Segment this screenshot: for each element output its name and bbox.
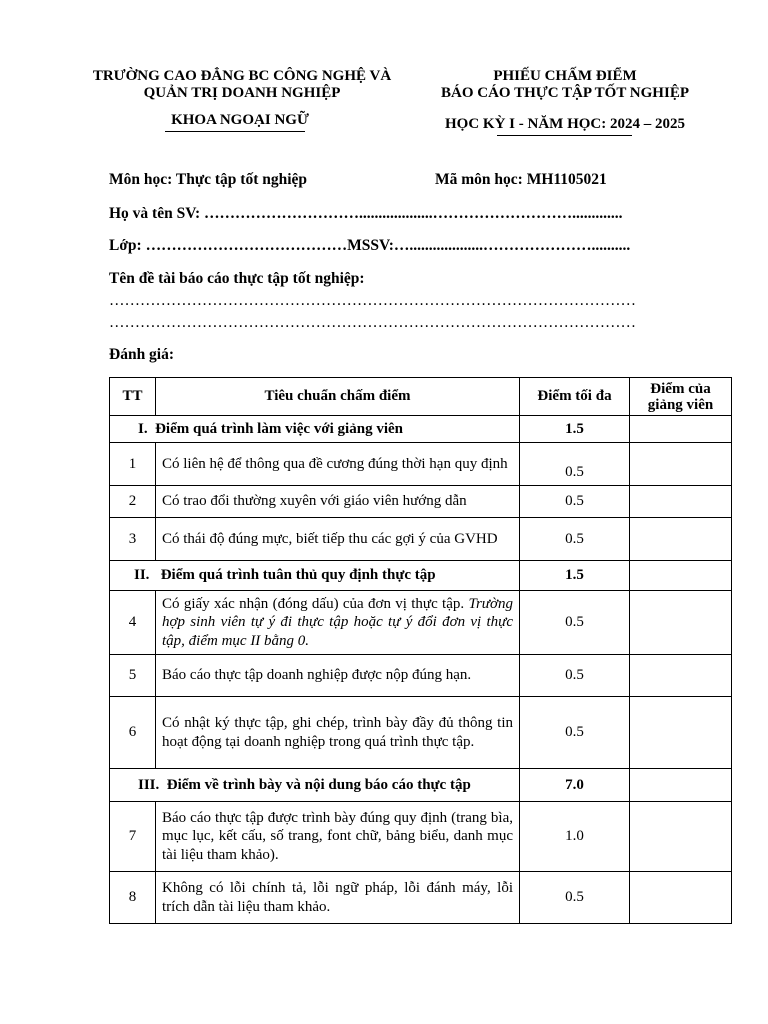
row-4-max: 0.5: [520, 591, 630, 655]
row-6-max: 0.5: [520, 697, 630, 769]
row-7-tt: 7: [110, 802, 156, 872]
row-7-score[interactable]: [630, 802, 732, 872]
row-2-text: Có trao đổi thường xuyên với giáo viên hướng dẫn: [156, 486, 520, 518]
topic-line-2[interactable]: …………………………………………………………………………………………: [109, 314, 636, 331]
row-5-max: 0.5: [520, 655, 630, 697]
school-name-line2: QUẢN TRỊ DOANH NGHIỆP: [143, 85, 341, 101]
row-8-score[interactable]: [630, 872, 732, 924]
row-8-text: Không có lỗi chính tả, lỗi ngữ pháp, lỗi đánh máy, lỗi trích dẫn tài liệu tham khảo.: [156, 872, 520, 924]
row-5-tt: 5: [110, 655, 156, 697]
subject-code: Mã môn học: MH1105021: [435, 171, 607, 188]
topic-line-1[interactable]: …………………………………………………………………………………………: [109, 292, 636, 309]
student-name-field[interactable]: Họ và tên SV: …………………………...................……………………….............: [109, 205, 623, 222]
row-6-text: Có nhật ký thực tập, ghi chép, trình bày đầy đủ thông tin hoạt động tại doanh nghiệp trong quá trình thực tập.: [156, 697, 520, 769]
table-row: [110, 655, 732, 697]
table-row: [110, 518, 732, 561]
section-2-title: II. Điểm quá trình tuân thủ quy định thực tập: [110, 561, 520, 591]
table-row: [110, 591, 732, 655]
header-max: Điểm tối đa: [520, 378, 630, 416]
grading-table: [109, 377, 732, 924]
section-row-3: [110, 769, 732, 802]
form-title-line2: BÁO CÁO THỰC TẬP TỐT NGHIỆP: [441, 85, 689, 101]
table-header-row: [110, 378, 732, 416]
table-row: [110, 872, 732, 924]
class-field[interactable]: Lớp: …………………………………: [109, 237, 348, 254]
table-row: [110, 802, 732, 872]
row-3-text: Có thái độ đúng mực, biết tiếp thu các gợi ý của GVHD: [156, 518, 520, 561]
row-1-tt: 1: [110, 443, 156, 486]
row-3-tt: 3: [110, 518, 156, 561]
row-4-tt: 4: [110, 591, 156, 655]
form-title-line1: PHIẾU CHẤM ĐIỂM: [493, 68, 637, 84]
table-row: [110, 443, 732, 486]
row-4-note: Trường hợp sinh viên tự ý đi thực tập hoặc tự ý đổi đơn vị thực tập, điểm mục II bằng 0.: [162, 595, 513, 649]
table-row: [110, 697, 732, 769]
faculty-underline: [165, 131, 305, 132]
row-2-tt: 2: [110, 486, 156, 518]
class-line: [109, 237, 630, 255]
school-name-line1: TRƯỜNG CAO ĐẲNG BC CÔNG NGHỆ VÀ: [92, 68, 392, 84]
section-3-max: 7.0: [520, 769, 630, 802]
mssv-field[interactable]: MSSV:…...................…………………..........: [347, 237, 631, 254]
section-3-title: III. Điểm về trình bày và nội dung báo cáo thực tập: [110, 769, 520, 802]
row-4-text: Có giấy xác nhận (đóng dấu) của đơn vị thực tập. Trường hợp sinh viên tự ý đi thực tập hoặc tự ý đổi đơn vị thực tập, điểm mục II bằng 0.: [156, 591, 520, 655]
row-1-max: 0.5: [520, 443, 630, 486]
row-2-max: 0.5: [520, 486, 630, 518]
row-6-score[interactable]: [630, 697, 732, 769]
row-5-score[interactable]: [630, 655, 732, 697]
section-2-max: 1.5: [520, 561, 630, 591]
school-name: [78, 68, 406, 102]
header-tt: TT: [110, 378, 156, 416]
semester-underline: [497, 135, 632, 136]
row-1-score[interactable]: [630, 443, 732, 486]
row-2-score[interactable]: [630, 486, 732, 518]
row-5-text: Báo cáo thực tập doanh nghiệp được nộp đúng hạn.: [156, 655, 520, 697]
section-row-2: [110, 561, 732, 591]
row-8-max: 0.5: [520, 872, 630, 924]
row-3-score[interactable]: [630, 518, 732, 561]
row-3-max: 0.5: [520, 518, 630, 561]
section-2-score[interactable]: [630, 561, 732, 591]
evaluation-label: Đánh giá:: [109, 346, 175, 363]
subject: Môn học: Thực tập tốt nghiệp: [109, 171, 308, 188]
form-title: [420, 68, 710, 102]
table-row: [110, 486, 732, 518]
semester: HỌC KỲ I - NĂM HỌC: 2024 – 2025: [445, 116, 685, 132]
section-3-score[interactable]: [630, 769, 732, 802]
header-teacher: Điểm của giảng viên: [630, 378, 732, 416]
section-1-score[interactable]: [630, 416, 732, 443]
section-1-max: 1.5: [520, 416, 630, 443]
row-7-text: Báo cáo thực tập được trình bày đúng quy định (trang bìa, mục lục, kết cấu, số trang, font chữ, bảng biểu, danh mục tài liệu tham khảo).: [156, 802, 520, 872]
topic-label: Tên đề tài báo cáo thực tập tốt nghiệp:: [109, 270, 365, 287]
row-6-tt: 6: [110, 697, 156, 769]
row-1-text: Có liên hệ để thông qua đề cương đúng thời hạn quy định: [156, 443, 520, 486]
student-name-line: [109, 205, 623, 223]
header-criteria: Tiêu chuẩn chấm điểm: [156, 378, 520, 416]
row-4-score[interactable]: [630, 591, 732, 655]
section-1-title: I. Điểm quá trình làm việc với giảng viên: [110, 416, 520, 443]
row-7-max: 1.0: [520, 802, 630, 872]
row-8-tt: 8: [110, 872, 156, 924]
section-row-1: [110, 416, 732, 443]
faculty-name: KHOA NGOẠI NGỮ: [171, 112, 309, 128]
